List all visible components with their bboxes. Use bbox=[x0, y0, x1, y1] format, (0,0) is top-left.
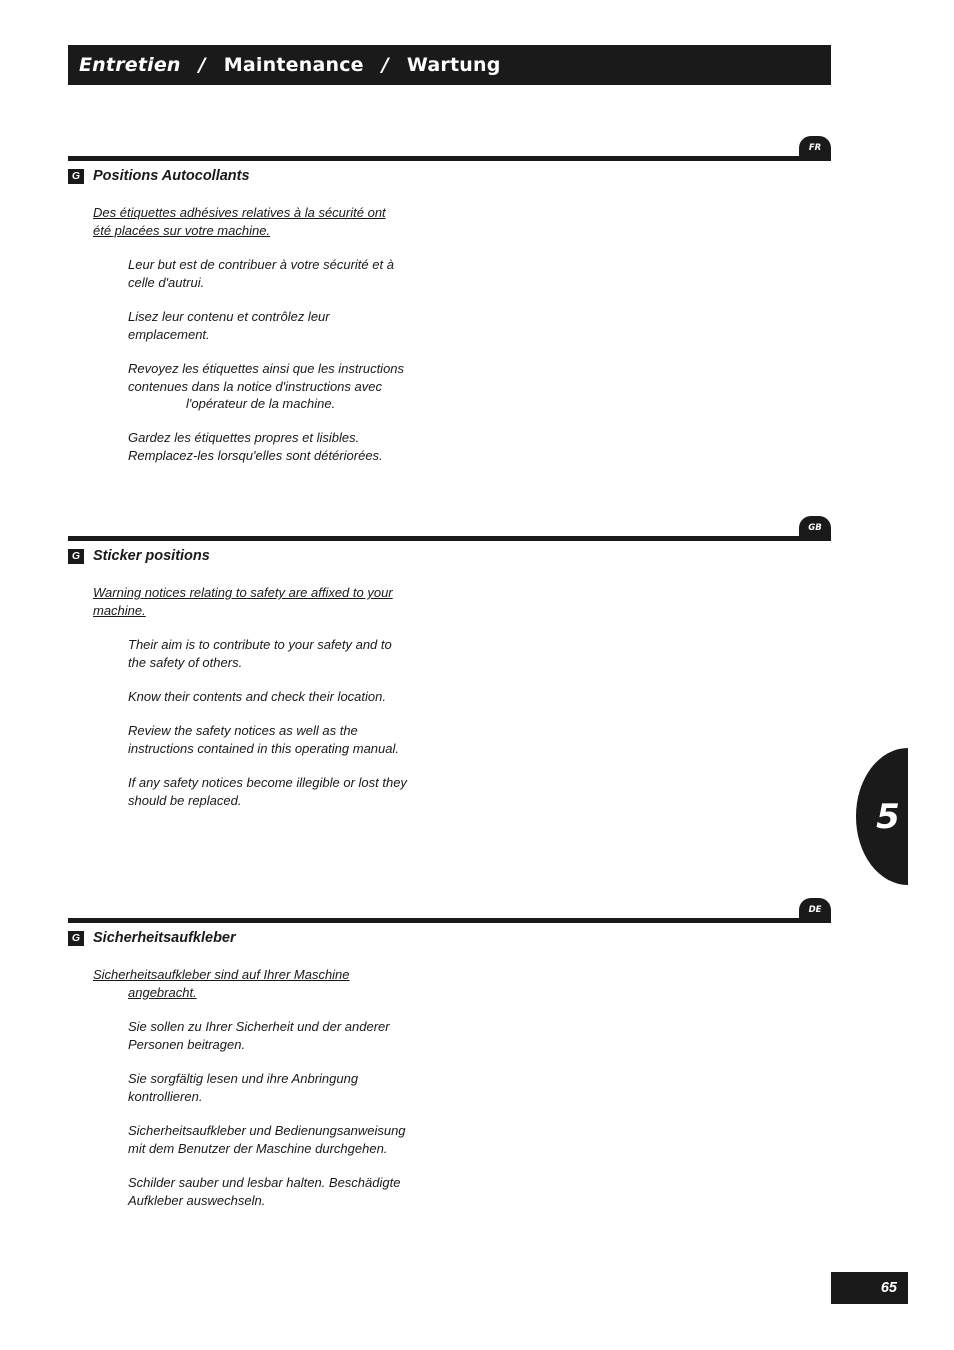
text-line: kontrollieren. bbox=[128, 1088, 203, 1104]
paragraph-gb-4 bbox=[128, 774, 407, 809]
section-divider bbox=[68, 918, 831, 923]
lang-tab-gb: GB bbox=[799, 516, 831, 540]
paragraph-de-1 bbox=[128, 1018, 390, 1053]
section-badge: G bbox=[68, 549, 84, 564]
header-title-de: Wartung bbox=[406, 54, 501, 76]
paragraph-fr-2 bbox=[128, 308, 330, 343]
text-line: été placées sur votre machine. bbox=[93, 222, 271, 238]
header-separator: / bbox=[198, 54, 206, 76]
text-line: Schilder sauber und lesbar halten. Beschädigte bbox=[128, 1175, 401, 1190]
section-badge: G bbox=[68, 169, 84, 184]
text-line: Lisez leur contenu et contrôlez leur bbox=[128, 309, 330, 324]
text-line: l'opérateur de la machine. bbox=[186, 396, 336, 411]
text-line: Sicherheitsaufkleber sind auf Ihrer Maschine bbox=[93, 967, 350, 982]
text-line: Revoyez les étiquettes ainsi que les instructions bbox=[128, 361, 405, 376]
text-line: angebracht. bbox=[128, 984, 197, 1000]
lang-tab-de: DE bbox=[799, 898, 831, 922]
text-line: Know their contents and check their location. bbox=[128, 689, 386, 704]
text-line: Remplacez-les lorsqu'elles sont détériorées. bbox=[128, 447, 383, 463]
paragraph-de-4 bbox=[128, 1174, 400, 1209]
intro-text-gb bbox=[93, 584, 393, 619]
text-line: mit dem Benutzer der Maschine durchgehen. bbox=[128, 1140, 388, 1156]
text-line: the safety of others. bbox=[128, 654, 243, 670]
paragraph-fr-4 bbox=[128, 429, 383, 464]
section-badge: G bbox=[68, 931, 84, 946]
section-title-fr bbox=[68, 168, 250, 184]
section-title-de bbox=[68, 930, 236, 946]
text-line: Sicherheitsaufkleber und Bedienungsanweisung bbox=[128, 1123, 406, 1138]
section-title-text: Sicherheitsaufkleber bbox=[93, 930, 236, 946]
chapter-tab bbox=[856, 748, 908, 885]
section-title-text: Positions Autocollants bbox=[93, 168, 250, 184]
header-separator: / bbox=[381, 54, 389, 76]
paragraph-gb-3 bbox=[128, 722, 399, 757]
lang-tab-fr: FR bbox=[799, 136, 831, 160]
header-title-gb: Maintenance bbox=[223, 54, 364, 76]
header-title-fr: Entretien bbox=[79, 54, 181, 76]
paragraph-de-3 bbox=[128, 1122, 406, 1157]
text-line: Des étiquettes adhésives relatives à la sécurité ont bbox=[93, 205, 386, 220]
section-title-gb bbox=[68, 548, 210, 564]
text-line: emplacement. bbox=[128, 326, 210, 342]
text-line: instructions contained in this operating manual. bbox=[128, 740, 399, 756]
text-line: Aufkleber auswechseln. bbox=[128, 1192, 266, 1208]
text-line: Review the safety notices as well as the bbox=[128, 723, 358, 738]
text-line: should be replaced. bbox=[128, 792, 242, 808]
text-line: Their aim is to contribute to your safety and to bbox=[128, 637, 392, 652]
text-line: Sie sollen zu Ihrer Sicherheit und der anderer bbox=[128, 1019, 390, 1034]
section-divider bbox=[68, 156, 831, 161]
page-header bbox=[68, 45, 831, 85]
intro-text-fr bbox=[93, 204, 386, 239]
text-line: Leur but est de contribuer à votre sécurité et à bbox=[128, 257, 394, 272]
paragraph-fr-3 bbox=[128, 360, 404, 413]
paragraph-gb-1 bbox=[128, 636, 392, 671]
text-line: celle d'autrui. bbox=[128, 274, 205, 290]
text-line: Warning notices relating to safety are affixed to your bbox=[93, 585, 393, 600]
text-line: Gardez les étiquettes propres et lisibles. bbox=[128, 430, 360, 445]
text-line: contenues dans la notice d'instructions avec bbox=[128, 378, 382, 394]
text-line: If any safety notices become illegible or lost they bbox=[128, 775, 407, 790]
section-title-text: Sticker positions bbox=[93, 548, 210, 564]
paragraph-de-2 bbox=[128, 1070, 358, 1105]
page-number: 65 bbox=[831, 1272, 908, 1304]
paragraph-gb-2 bbox=[128, 688, 386, 706]
text-line: machine. bbox=[93, 602, 146, 618]
intro-text-de bbox=[93, 966, 350, 1001]
paragraph-fr-1 bbox=[128, 256, 394, 291]
chapter-number: 5 bbox=[876, 796, 900, 837]
text-line: Personen beitragen. bbox=[128, 1036, 246, 1052]
text-line: Sie sorgfältig lesen und ihre Anbringung bbox=[128, 1071, 359, 1086]
section-divider bbox=[68, 536, 831, 541]
